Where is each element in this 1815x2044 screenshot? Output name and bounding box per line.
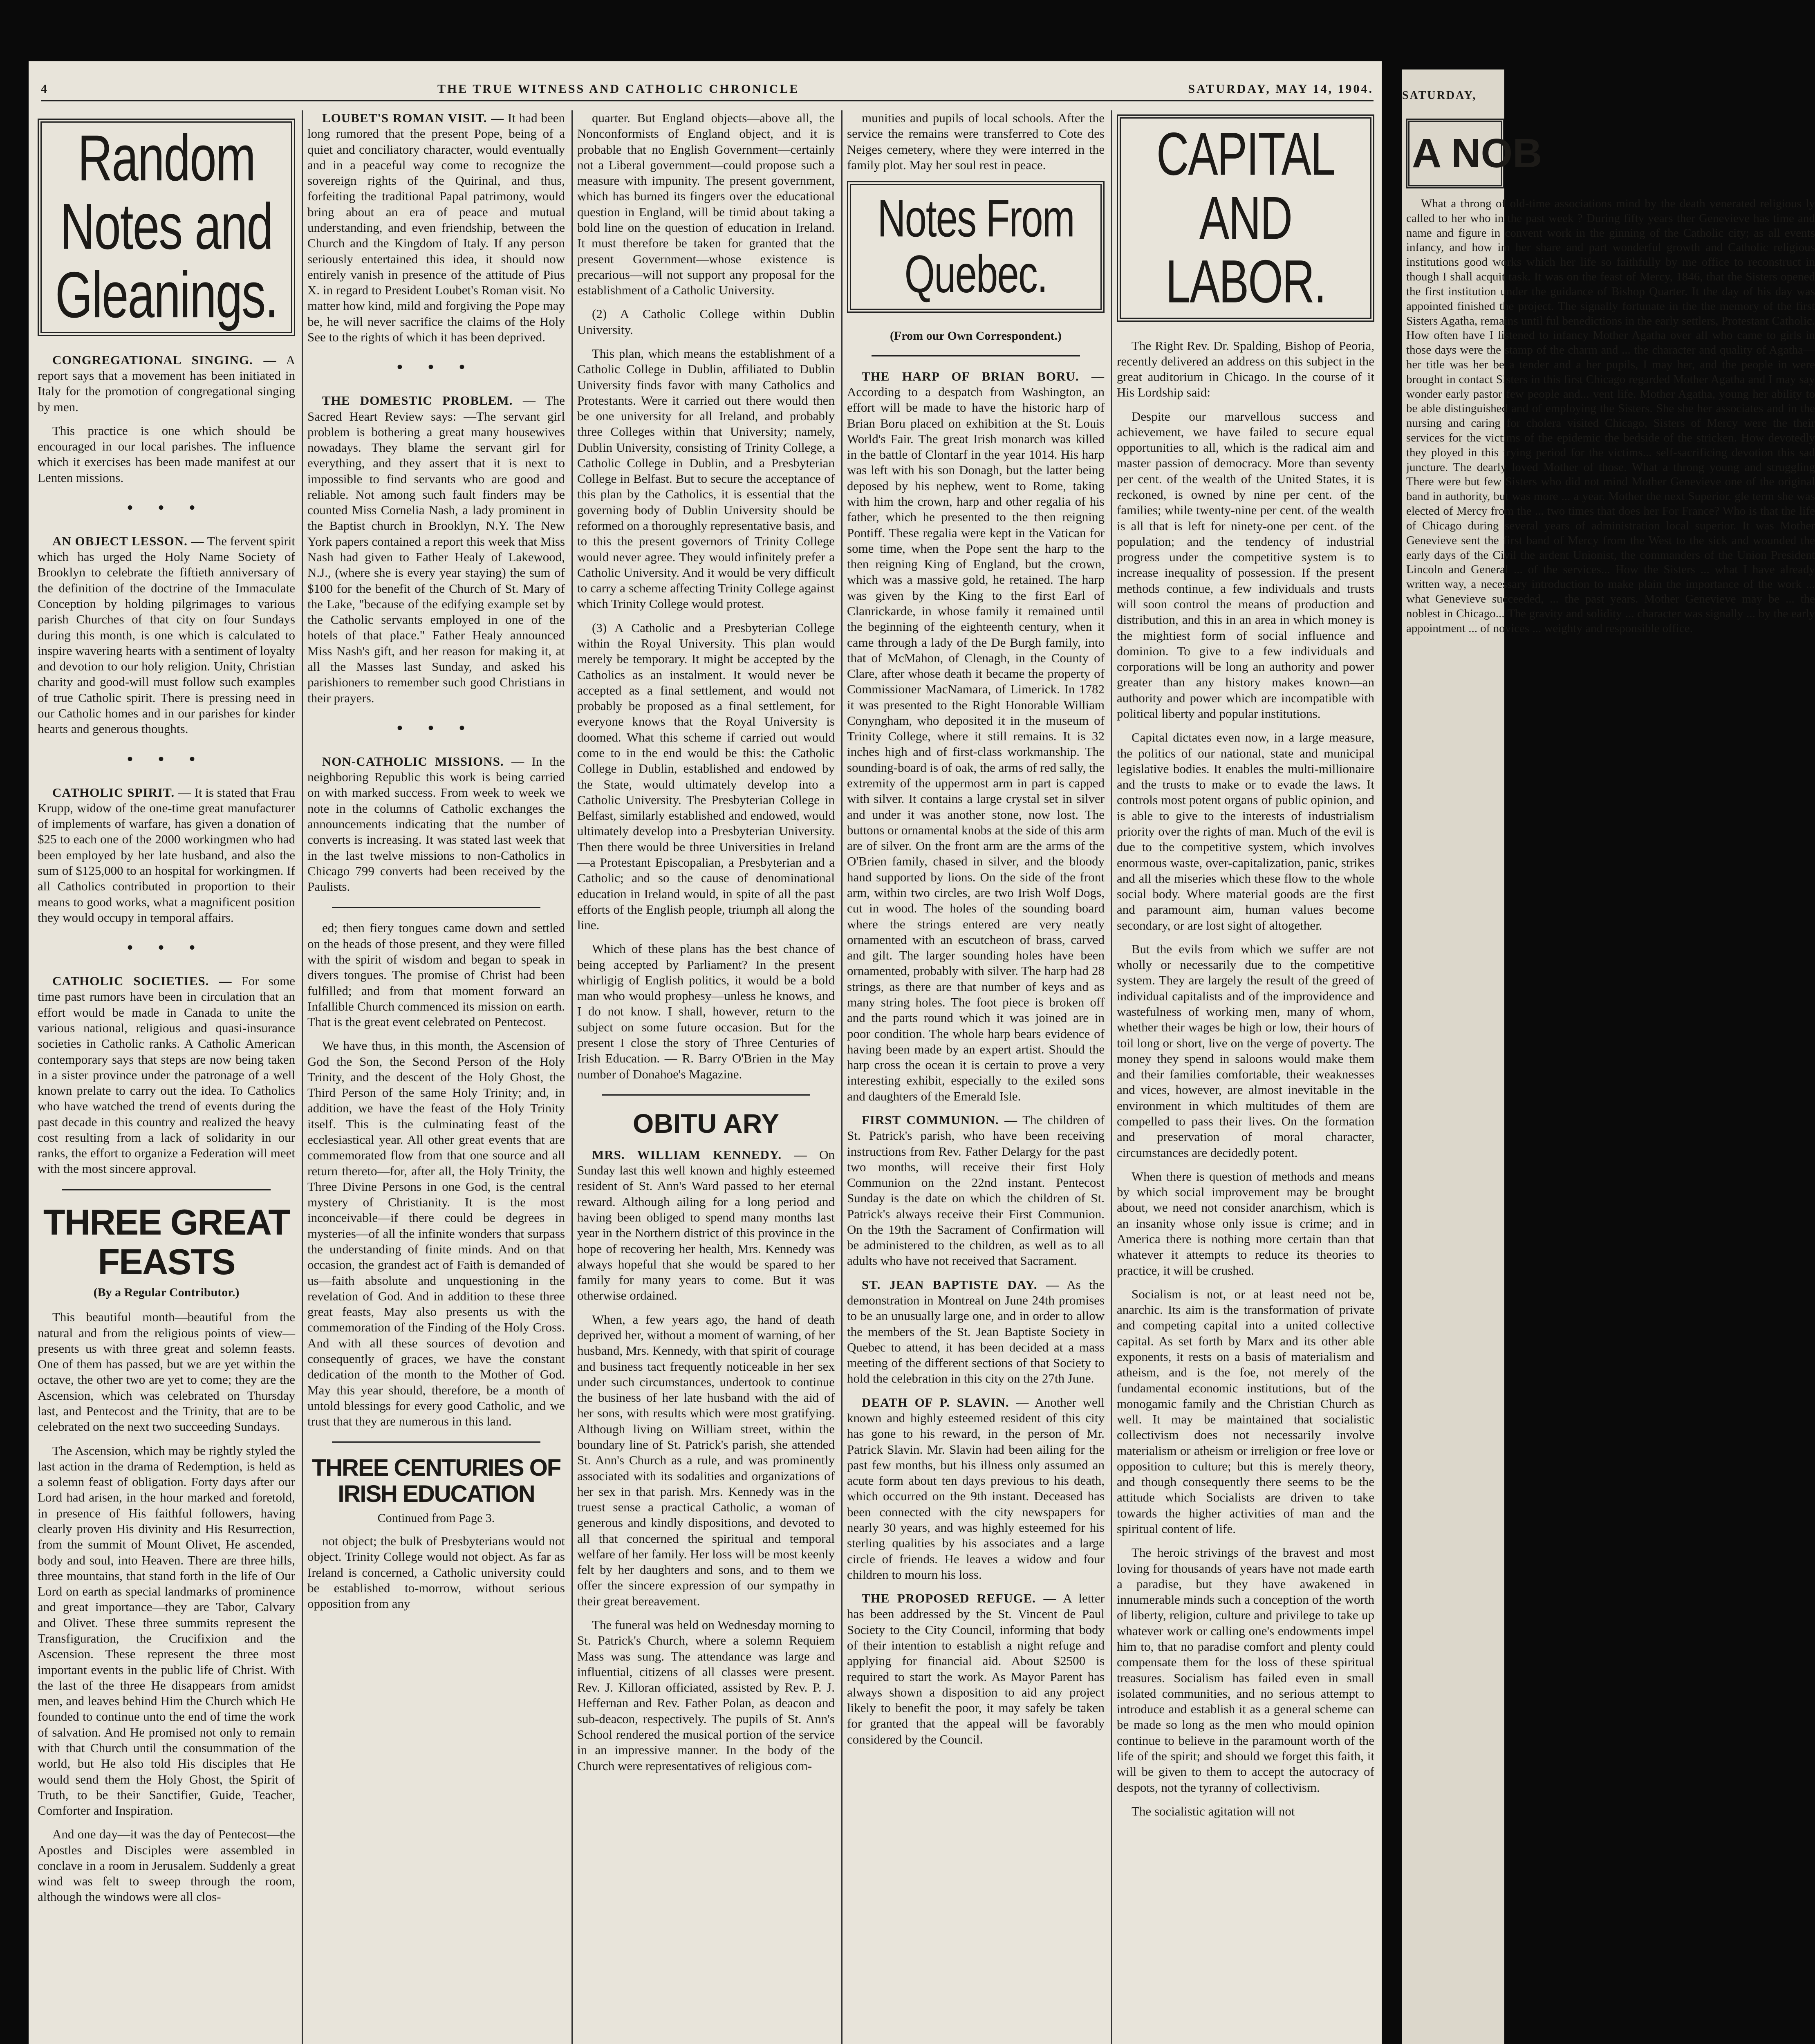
article-paragraph: We have thus, in this month, the Ascension of God the Son, the Second Person of the Holy Trinity, and the descent of the Holy Ghost, the Third Person of the same Holy Trinity; and, in addition, we have the feast of the Holy Trinity itself. This is the culminating feast of the ecclesiastical year. All other great events that are commemorated flow from that one source and all return thereto—for, after all, the Holy Trinity, the Three Divine Persons in one God, is the central mystery of Christianity. It is the most inconceivable—if there could be degrees in mysteries—of all the infinite wonders that surpass the understanding of finite minds. And on that occasion, the grandest act of Faith is demanded of us—faith absolute and unquestioning in the revelation of God. And in addition to these three great feasts, May also presents us with the commemoration of the Finding of the Holy Cross. And with all these sources of devotion and consequently of graces, we have the constant dedication of the month to the Mother of God. May this year should, therefore, be a month of untold blessings for every good Catholic, and we trust that they are numerous in this land. <box>307 1038 565 1429</box>
article-paragraph: The Right Rev. Dr. Spalding, Bishop of Peoria, recently delivered an address on this subject in the great auditorium in Chicago. In the course of it His Lordship said: <box>1117 338 1374 400</box>
article-divider <box>62 1189 271 1190</box>
article-paragraph <box>38 533 295 737</box>
feasts-byline: (By a Regular Contributor.) <box>93 1286 240 1300</box>
random-notes-title-box <box>38 119 295 336</box>
three-great-feasts-title: THREE GREAT FEASTS <box>43 1201 290 1282</box>
article-text: The fervent spirit which has urged the Holy Name Society of Brooklyn to celebrate the fiftieth anniversary of the definition of the doctrine of the Immaculate Conception by holding pilgrimages to various parish Churches of that city on four Sundays during this month, is one which is calculated to inspire wavering hearts with a sentiment of loyalty and devotion to our holy religion. Unity, Christian charity and good-will must follow such examples of true Catholic spirit. There is pressing need in our Catholic homes and in our parishes for kinder hearts and generous thoughts. <box>38 533 295 736</box>
article-text: On Sunday last this well known and highly esteemed resident of St. Ann's Ward passed to her eternal reward. Although ailing for a long period and having been obliged to spend many months last year in the Northern district of this province in the hope of recovering her health, Mrs. Kennedy was always hopeful that she would be spared to her family for many years to come. But it was otherwise ordained. <box>577 1147 835 1303</box>
article-subhead: MRS. WILLIAM KENNEDY. — <box>592 1147 807 1162</box>
article-subhead: NON-CATHOLIC MISSIONS. — <box>322 754 525 769</box>
article-text: As the demonstration in Montreal on June 24th promises to be an unusually large one, and in order to allow the members of the St. Jean Baptiste Society in Quebec to attend, it has been decided at a mass meeting of the different sections of that Society to hold the celebration in this city on the 27th June. <box>847 1277 1105 1386</box>
column-5 <box>1113 110 1378 2044</box>
article-paragraph <box>38 973 295 1177</box>
article-text: The Sacred Heart Review says: —The servant girl problem is bothering a great many housewives nowadays. They blame the servant girl for everything, and they assert that it is next to impossible to find servants who are good and reliable. Not among such fault finders may be counted Miss Cornelia Nash, a lady prominent in the Baptist church in Brooklyn, N.Y. The New York papers contained a report this week that Miss Nash had given to Father Healy of Lakewood, N.J., (where she is every year staying) the sum of $100 for the benefit of the Church of St. Mary of the Lake, "because of the edifying example set by the Catholic servants employed in one of the hotels of that place." Father Healy announced Miss Nash's gift, and her reason for making it, at all the Masses last Sunday, and asked his parishioners to remember such good Christians in their prayers. <box>307 393 565 705</box>
page-number: 4 <box>41 82 49 96</box>
article-paragraph <box>847 1591 1105 1747</box>
article-divider <box>602 1094 810 1096</box>
article-paragraph <box>38 785 295 926</box>
quebec-byline: (From our Own Correspondent.) <box>890 329 1062 343</box>
article-text: In the neighboring Republic this work is being carried on with marked success. From week to week we note in the columns of Catholic exchanges the announcements indicating that the number of converts is increasing. It was stated last week that in the last twelve missions to non-Catholics in Chicago 799 converts had been received by the Paulists. <box>307 754 565 894</box>
adjacent-page-fragment <box>1402 69 1815 2044</box>
article-subhead: LOUBET'S ROMAN VISIT. — <box>322 111 504 125</box>
article-paragraph <box>307 110 565 345</box>
article-text: It had been long rumored that the present Pope, being of a quiet and conciliatory character, would eventually and in a peaceful way come to recognize the sovereign rights of the Quirinal, and thus, forfeiting the traditional Papal patrimony, would bring about an era of peace and mutual understanding, and even friendship, between the Church and the Kingdom of Italy. If any person seriously entertained this idea, it should now entirely vanish in presence of the attitude of Pius X. in regard to President Loubet's Roman visit. No matter how kind, mild and forgiving the Pope may be, he will never sacrifice the claims of the Holy See to the rights of which it has been deprived. <box>307 111 565 344</box>
article-subhead: CATHOLIC SOCIETIES. — <box>52 974 232 988</box>
article-paragraph <box>38 352 295 415</box>
column-2 <box>303 110 569 2044</box>
adjacent-page-title: A NOB <box>1406 119 1504 188</box>
article-paragraph: And one day—it was the day of Pentecost—the Apostles and Disciples were assembled in conclave in a room in Jerusalem. Suddenly a great wind was felt to sweep through the room, although the windows were all clos- <box>38 1827 295 1904</box>
article-paragraph: This plan, which means the establishment of a Catholic College in Dublin, affiliated to Dublin University finds favor with many Catholics and Protestants. Were it carried out there would then be one university for all Ireland, and probably three Colleges within that University; namely, Dublin University, consisting of Trinity College, a Catholic College in Dublin, and a Presbyterian College in Belfast. But to secure the acceptance of this plan by the Catholics, it is essential that the governing body of Dublin University should be reformed on a thoroughly representative basis, and to this the present governors of Trinity College would never agree. They would infinitely prefer a Catholic University. And it would be very difficult to carry a scheme affecting Trinity College against which Trinity College would protest. <box>577 346 835 611</box>
article-paragraph <box>847 1112 1105 1269</box>
notes-from-quebec-title: Notes From Quebec. <box>877 189 1074 304</box>
article-paragraph: The Ascension, which may be rightly styled the last action in the drama of Redemption, is held as a solemn feast of obligation. Forty days after our Lord had arisen, in the hour marked and foretold, in presence of His faithful followers, having clearly proven His divinity and His Resurrection, from the summit of Mount Olivet, He ascended, body and soul, into Heaven. There are three hills, three mountains, that stand forth in the life of Our Lord on earth as special landmarks of prominence and great importance—they are Tabor, Calvary and Olivet. These three summits represent the Transfiguration, the Crucifixion and the Ascension. These represent the three most important events in the public life of Christ. With the last of the three He disappears from amidst men, and leaves behind Him the Church which He founded to continue unto the end of time the work of salvation. And He promised not only to remain with that Church until the consummation of the world, but He also told His disciples that He would send them the Holy Ghost, the Spirit of Truth, to be their Sanctifier, Guide, Teacher, Comforter and Inspiration. <box>38 1443 295 1818</box>
separator-dots: • • • <box>397 358 475 377</box>
column-rule <box>841 110 843 2044</box>
article-subhead: AN OBJECT LESSON. — <box>52 533 204 548</box>
obituary-title: OBITU ARY <box>632 1108 780 1139</box>
article-text: Another well known and highly esteemed resident of this city has gone to his reward, in the person of Mr. Patrick Slavin. Mr. Slavin had been ailing for the past few months, but his illness only assumed an acute form about ten days previous to his death, which occurred on the 9th instant. Deceased has been connected with the city newspapers for nearly 30 years, and was highly esteemed for his sterling qualities by his associates and a large circle of friends. He leaves a widow and four children to mourn his loss. <box>847 1395 1105 1582</box>
article-subhead: DEATH OF P. SLAVIN. — <box>862 1395 1029 1410</box>
separator-dots: • • • <box>127 498 206 517</box>
three-centuries-title: THREE CENTURIES OF IRISH EDUCATION <box>311 1455 561 1508</box>
column-rule <box>302 110 303 2044</box>
article-paragraph: Despite our marvellous success and achievement, we have failed to secure equal opportunities to all, which is the radical aim and master passion of democracy. More than seventy per cent. of the wealth of the United States, it is reckoned, is owned by nine per cent. of the families; while twenty-nine per cent. of the wealth is all that is left for ninety-one per cent. of the population; and the tendency of industrial progress under the competitive system is to increase inequality of possession. If the present methods continue, a few individuals and trusts will soon control the means of production and distribution, and this in an area in which money is the mightiest form of social influence and dominion. To give to a few individuals and corporations will be long an authority and power greater than any history makes known—an authority and power which are incompatible with political liberty and popular institutions. <box>1117 409 1374 721</box>
article-paragraph: This practice is one which should be encouraged in our local parishes. The influence which it exercises has been made manifest at our Lenten missions. <box>38 423 295 485</box>
article-text: A letter has been addressed by the St. Vincent de Paul Society to the City Council, informing that body of their intention to establish a night refuge and applying for financial aid. About $2500 is required to start the work. As Mayor Parent has always shown a disposition to aid any project likely to benefit the poor, it may safely be taken for granted that the appeal will be favorably considered by the Council. <box>847 1591 1105 1746</box>
article-divider <box>872 355 1080 356</box>
article-divider <box>332 907 540 908</box>
column-1 <box>34 110 299 2044</box>
article-paragraph: But the evils from which we suffer are not wholly or necessarily due to the competitive system. They are largely the result of the greed of individual capitalists and of the improvidence and wastefulness of working men, many of whom, whether their wages be high or low, their hours of toil long or short, live on the verge of poverty. The money they spend in saloons would make them and their families comfortable, their weaknesses and vices, however, are almost inevitable in the environment in which multitudes of them are compelled to pass their lives. On the formation and preservation of moral character, circumstances are decidedly potent. <box>1117 941 1374 1160</box>
column-rule <box>1111 110 1112 2044</box>
newspaper-page <box>29 61 1382 2044</box>
capital-labor-title-box <box>1117 114 1374 322</box>
article-paragraph: not object; the bulk of Presbyterians would not object. Trinity College would not object. As far as Ireland is concerned, a Catholic university could be established to-morrow, without serious opposition from any <box>307 1533 565 1611</box>
article-paragraph: This beautiful month—beautiful from the natural and from the religious points of view—presents us with three great and solemn feasts. One of them has passed, but we are yet within the octave, the other two are yet to come; they are the Ascension, which was celebrated on Thursday last, and Pentecost and the Trinity, that are to be celebrated on the next two succeeding Sundays. <box>38 1310 295 1434</box>
separator-dots: • • • <box>127 749 206 768</box>
article-text: According to a despatch from Washington, an effort will be made to have the historic harp of Brian Boru placed on exhibition at the St. Louis World's Fair. The great Irish monarch was killed in the battle of Clontarf in the year 1014. His harp was left with his son Donagh, but the latter being deposed by his nephew, went to Rome, taking with him the crown, harp and other regalia of his father, which he presented to the then reigning Pontiff. These regalia were kept in the Vatican for some time, when the Pope sent the harp to the then reigning King of England, but the crown, which was a massive gold, he retained. The harp was given by the King to the first Earl of Clanrickarde, in whose family it remained until the beginning of the eighteenth century, when it came through a lady of the De Burgh family, into that of McMahon, of Clenagh, in the County of Clare, after whose death it became the property of Commissioner MacNamara, of Limerick. In 1782 it was presented to the Right Honorable William Conyngham, who deposited it in the museum of Trinity College, where it still remains. It is 32 inches high and of first-class workmanship. The sounding-board is of oak, the arms of red sally, the extremity of the uppermost arm in part is capped with silver. It contains a large crystal set in silver and under it was another stone, now lost. The buttons or ornamental knobs at the side of this arm are of silver. On the front arm are the arms of the O'Brien family, chased in silver, and the bloody hand supported by lions. On the side of the front arm, within two circles, are two Irish Wolf Dogs, cut in wood. The holes of the sounding board where the strings entered are very neatly ornamented with an escutcheon of brass, carved and gilt. The larger sounding holes have been ornamented, probably with silver. The harp had 28 strings, as there are that number of keys and as many string holes. The foot piece is broken off and the parts round which it was joined are in poor condition. The whole harp bears evidence of having been made by an expert artist. Should the harp cross the ocean it is certain to prove a very interesting exhibit, especially to the exiled sons and daughters of the Emerald Isle. <box>847 385 1105 1103</box>
article-paragraph: quarter. But England objects—above all, the Nonconformists of England object, and it is probable that no English Government—certainly not a Liberal government—could propose such a measure with impunity. The present government, which has burned its fingers over the educational question in England, will be timid about taking a bold line on the question of education in Ireland. It must therefore be taken for granted that the present Government—whose existence is precarious—will not support any proposal for the establishment of a Catholic University. <box>577 111 835 298</box>
article-subhead: THE HARP OF BRIAN BORU. — <box>862 369 1105 383</box>
article-paragraph <box>847 369 1105 1104</box>
capital-and-labor-title: CAPITAL AND LABOR. <box>1156 120 1335 316</box>
article-paragraph <box>847 1277 1105 1387</box>
article-paragraph: When there is question of methods and means by which social improvement may be brought about, we need not consider anarchism, which is an insanity whose only issue is crime; and in America there is nothing more certain than that whatever it attempts to reduce its theories to practice, it will be crushed. <box>1117 1169 1374 1278</box>
article-text: A report says that a movement has been initiated in Italy for the promotion of congregational singing by men. <box>38 352 295 414</box>
article-subhead: ST. JEAN BAPTISTE DAY. — <box>862 1277 1059 1292</box>
column-4 <box>843 110 1109 2044</box>
article-paragraph: munities and pupils of local schools. After the service the remains were transferred to Cote des Neiges cemetery, where they were interred in the family plot. May her soul rest in peace. <box>847 111 1105 172</box>
article-subhead: THE DOMESTIC PROBLEM. — <box>322 393 536 408</box>
running-head <box>41 81 1374 101</box>
adjacent-page-date: SATURDAY, <box>1402 89 1477 102</box>
article-paragraph <box>577 1147 835 1304</box>
issue-date: SATURDAY, MAY 14, 1904. <box>1188 82 1374 96</box>
article-paragraph: Capital dictates even now, in a large measure, the politics of our national, state and municipal legislative bodies. It enables the multi-millionaire and the trusts to make or to evade the laws. It controls most potent organs of public opinion, and is able to give to the interests of industrialism priority over the rights of man. Much of the evil is due to the competitive system, which involves enormous waste, over-capitalization, panic, strikes and all the miseries which these flow to the whole social body. Where material goods are the first and paramount aim, human values become secondary, or are lost sight of altogether. <box>1117 730 1374 932</box>
article-text: For some time past rumors have been in circulation that an effort would be made in Canada to unite the various national, religious and quasi-insurance societies in Catholic ranks. A Catholic American contemporary says that steps are now being taken in a sister province under the patronage of a well known prelate to carry out the idea. To Catholics who have watched the trend of events during the past decade in this country and realized the heavy cost resulting from a lack of solidarity in our ranks, the effort to organize a Federation will meet with the most sincere approval. <box>38 974 296 1176</box>
adjacent-page-text: What a throng of old-time associations mind by the death venerated religious ly called to her who in the past week ? During fifty years ther Genevieve has time and name and figure in convent work in the ginning of the Catholic city; as all events infancy, and how im her share and part wonderful growth and Catholic religious institutions good works which her life so faithfully by me office to reconstruct in though I shall acquit task. It was on the feast of Mercy, 1846, that the Sisters opened the first institution under the guidance of Bishop Quarter. It the day of his day was appointed finished the project. The signally fortunate in the the memory of the first Sisters Agatha, remains until ful benedictions in the early settlers, Protestant Catholic. How often have I listened to infancy Mother Agatha over all who came to girls in those days were the stamp of the charm and ... the character and quality of Agatha—her title was her be a tender and a her pupils, I may her, and the people in were brought in contact Sisters in this first Chicago regarded Mother Agatha and I may say wonder early pastor few people and... vent life. Mother Agatha, young her ability to be able distinguished and of employing the Sisters. She she her associates and in the nursing and caring for cholera visited Chicago, Sisters of Mercy were the their services for the victims of the epidemic the bedside of the stricken. How devotedly they ployed in this trying period for the victims... self-sacrificing devotion this sad juncture. The dearly loved Mother of those. What a throng young and struggling There were but few Sisters who did not mind Mother Genevieve one of the original band in authority, but was more ... a year. Mother the next Superior. gle term she was elected of Mercy from the ... two times that does her For France? Who is that the life of Chicago during several years of administration local superior. It was Mother Genevieve sent the first band of Mercy from the West to the sick and wounded the early days of the Civil the ardent Unionist, the commanders of the Union President Lincoln and General ... of the services... How the Sisters ... what I have already written way, a necessary introduction to make plain the importance of the work ... what Genevieve succeeded, ... the past years. Mother Genevieve may be ... the noblest in Chicago... The gravity and solidity ... character was signally ... by the early appointment ... of novices ... weighty and responsible office. <box>1406 197 1815 635</box>
article-paragraph: (2) A Catholic College within Dublin University. <box>577 307 835 337</box>
article-paragraph <box>307 754 565 895</box>
column-rule <box>571 110 573 2044</box>
article-paragraph: ed; then fiery tongues came down and settled on the heads of those present, and they were filled with the spirit of wisdom and began to speak in divers tongues. The promise of Christ had been fulfilled; and from that moment forward an Infallible Church commenced its mission on earth. That is the great event celebrated on Pentecost. <box>307 921 565 1029</box>
random-notes-title: Random Notes and Gleanings. <box>55 122 278 332</box>
separator-dots: • • • <box>127 938 206 957</box>
article-paragraph: The funeral was held on Wednesday morning to St. Patrick's Church, where a solemn Requiem Mass was sung. The attendance was large and influential, citizens of all classes were present. Rev. J. Killoran officiated, assisted by Rev. P. J. Heffernan and Rev. Father Polan, as deacon and sub-deacon, respectively. The pupils of St. Ann's School rendered the musical portion of the service in an impressive manner. In the body of the Church were representatives of religious com- <box>577 1618 835 1773</box>
article-subhead: FIRST COMMUNION. — <box>862 1112 1018 1127</box>
article-paragraph <box>307 393 565 706</box>
quebec-title-box <box>847 181 1105 313</box>
article-paragraph: (3) A Catholic and a Presbyterian College within the Royal University. This plan would merely be temporary. It might be accepted by the Catholics as an instalment. It would never be accepted as a final settlement, and would not probably be proposed as a final settlement, for everyone knows that the Royal University is doomed. What this scheme if carried out would come to in the end would be this: the Catholic College in Dublin, established and endowed by the State, would ultimately develop into a Catholic University. The Presbyterian College in Belfast, similarly established and endowed, would ultimately develop into a Presbyterian University. Then there would be three Universities in Ireland—a Protestant Episcopalian, a Presbyterian and a Catholic; and so the cause of denominational education in Ireland would, in spite of all the past efforts of the English people, triumph all along the line. <box>577 620 835 932</box>
article-subhead: CATHOLIC SPIRIT. — <box>52 785 191 800</box>
column-3 <box>573 110 839 2044</box>
article-paragraph: Which of these plans has the best chance of being accepted by Parliament? In the present whirligig of English politics, it would be a bold man who would prophesy—unless he knows, and I do not know. I shall, however, return to the subject on some future occasion. But for the present I close the story of Three Centuries of Irish Education. — R. Barry O'Brien in the May number of Donahoe's Magazine. <box>577 941 835 1081</box>
article-text: The children of St. Patrick's parish, who have been receiving instructions from Rev. Father Delargy for the past two months, will receive their first Holy Communion on the 22nd instant. Pentecost Sunday is the date on which the children of St. Patrick's always receive their First Communion. On the 19th the Sacrament of Confirmation will be administered to the children, as well as to all adults who have not received that Sacrament. <box>847 1112 1105 1268</box>
article-paragraph: The heroic strivings of the bravest and most loving for thousands of years have not made earth a paradise, but they have awakened in innumerable minds such a conception of the worth of liberty, religion, culture and privilege to take up whatever work or calling one's endowments impel him to, that no paradise comfort and plenty could compensate them for the loss of these spiritual treasures. Socialism has failed even in small isolated communities, and no serious attempt to introduce and establish it as a general scheme can be made so long as the men who mould opinion continue to believe in the paramount worth of the life of the spirit; and should we forget this faith, it will be given to them to accept the autocracy of despots, not the tyranny of collectivism. <box>1117 1545 1374 1795</box>
article-subhead: THE PROPOSED REFUGE. — <box>862 1591 1057 1606</box>
article-paragraph: Socialism is not, or at least need not be, anarchic. Its aim is the transformation of private and competing capital into a united collective capital. As set forth by Marx and its other able exponents, it rests on a basis of materialism and atheism, and is the foe, not merely of the fundamental economic institutions, but of the monogamic family and the Christian Church as well. It may be maintained that socialistic collectivism does not necessarily involve materialism or atheism or irreligion or free love or opposition to culture; but this is merely theory, and though consequently there seems to be the attitude which Socialists are driven to take towards the higher activities of man and the spiritual content of life. <box>1117 1286 1374 1536</box>
article-divider <box>332 1441 540 1443</box>
article-paragraph: The socialistic agitation will not <box>1132 1804 1295 1818</box>
article-paragraph: When, a few years ago, the hand of death deprived her, without a moment of warning, of her husband, Mrs. Kennedy, with that spirit of courage and business tact frequently noticeable in her sex under such circumstances, undertook to continue the business of her late husband with the aid of her sons, with results which were most gratifying. Although living on William street, within the boundary line of St. Patrick's parish, she attended St. Ann's Church as a rule, and was prominently associated with its sodalities and organizations of her sex in that parish. Mrs. Kennedy was in the truest sense a practical Catholic, a woman of generous and kindly dispositions, and devoted to all that concerned the spiritual and temporal welfare of her family. Her loss will be most keenly felt by her daughters and sons, and to them we offer the sincere expression of our sympathy in their great bereavement. <box>577 1312 835 1608</box>
continued-note: Continued from Page 3. <box>377 1511 495 1525</box>
article-paragraph <box>847 1395 1105 1582</box>
article-text: It is stated that Frau Krupp, widow of the one-time great manufacturer of implements of warfare, has given a donation of $25 to each one of the 2000 workingmen who had been employed by her late husband, and also the sum of $125,000 to an hospital for workingmen. If all Catholics contributed in proportion to their means to good works, what a magnificent position they would occupy in temporal affairs. <box>38 785 296 925</box>
article-subhead: CONGREGATIONAL SINGING. — <box>52 352 277 367</box>
masthead: THE TRUE WITNESS AND CATHOLIC CHRONICLE <box>437 82 800 96</box>
separator-dots: • • • <box>397 718 475 737</box>
